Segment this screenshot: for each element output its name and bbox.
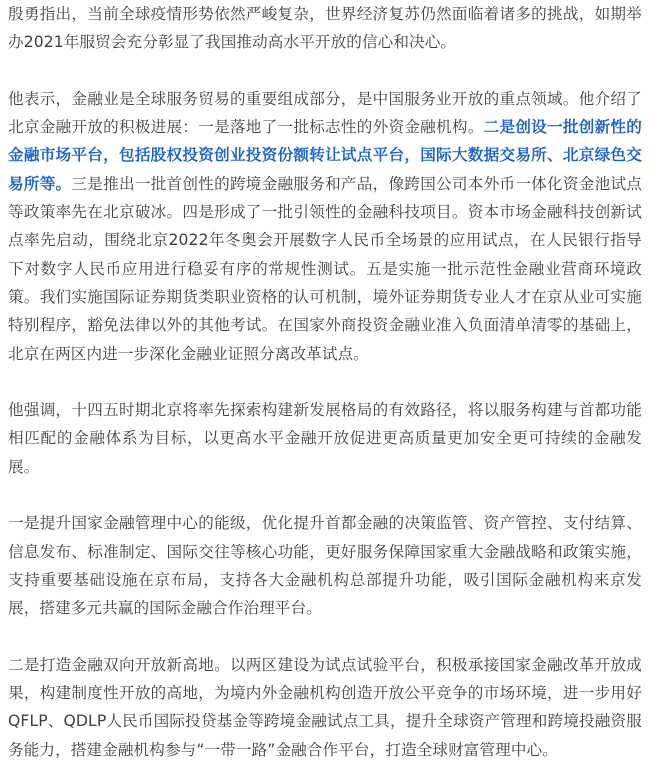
paragraph-1 [8, 0, 642, 57]
paragraph-5-text: 二是打造金融双向开放新高地。以两区建设为试点试验平台，积极承接国家金融改革开放成果，构建制度性开放的高地，为境内外金融机构创造开放公平竞争的市场环境，进一步用好QFLP、QDLP人民币国际投贷基金等跨境金融试点工具，提升全球资产管理和跨境投融资服务能力，搭建金融机构参与“一带一路”金融合作平台，打造全球财富管理中心。 [8, 655, 642, 759]
paragraph-spacer [8, 368, 642, 396]
paragraph-3 [8, 396, 642, 481]
paragraph-4-text: 一是提升国家金融管理中心的能级，优化提升首都金融的决策监管、资产管控、支付结算、信息发布、标准制定、国际交往等核心功能，更好服务保障国家重大金融战略和政策实施，支持重要基础设施在京布局，支持各大金融机构总部提升功能，吸引国际金融机构来京发展，搭建多元共赢的国际金融合作治理平台。 [8, 514, 642, 618]
article-body [8, 0, 642, 764]
paragraph-2-text-b: 三是推出一批首创性的跨境金融服务和产品，像跨国公司本外币一体化资金池试点等政策率先在北京破冰。四是形成了一批引领性的金融科技项目。资本市场金融科技创新试点率先启动，围绕北京2022年冬奥会开展数字人民币全场景的应用试点，在人民银行指导下对数字人民币应用进行稳妥有序的常规性测试。五是实施一批示范性金融业营商环境政策。我们实施国际证券期货类职业资格的认可机制，境外证券期货专业人才在京从业可实施特别程序，豁免法律以外的其他考试。在国家外商投资金融业准入负面清单清零的基础上，北京在两区内进一步深化金融业证照分离改革试点。 [8, 174, 642, 363]
paragraph-5 [8, 651, 642, 764]
paragraph-2-highlight: 二是创设一批创新性的金融市场平台，包括股权投资创业投资份额转让试点平台，国际大数据交易所、北京绿色交易所等。 [8, 118, 642, 193]
paragraph-2-text-a: 他表示，金融业是全球服务贸易的重要组成部分，是中国服务业开放的重点领域。他介绍了北京金融开放的积极进展：一是落地了一批标志性的外资金融机构。 [8, 89, 642, 137]
paragraph-spacer [8, 57, 642, 85]
paragraph-2 [8, 85, 642, 368]
paragraph-spacer [8, 481, 642, 509]
paragraph-3-text: 他强调，十四五时期北京将率先探索构建新发展格局的有效路径，将以服务构建与首都功能相匹配的金融体系为目标，以更高水平金融开放促进更高质量更加安全更可持续的金融发展。 [8, 401, 642, 476]
paragraph-4 [8, 509, 642, 622]
paragraph-1-text: 殷勇指出，当前全球疫情形势依然严峻复杂，世界经济复苏仍然面临着诸多的挑战，如期举办2021年服贸会充分彰显了我国推动高水平开放的信心和决心。 [8, 5, 642, 52]
paragraph-spacer [8, 623, 642, 651]
